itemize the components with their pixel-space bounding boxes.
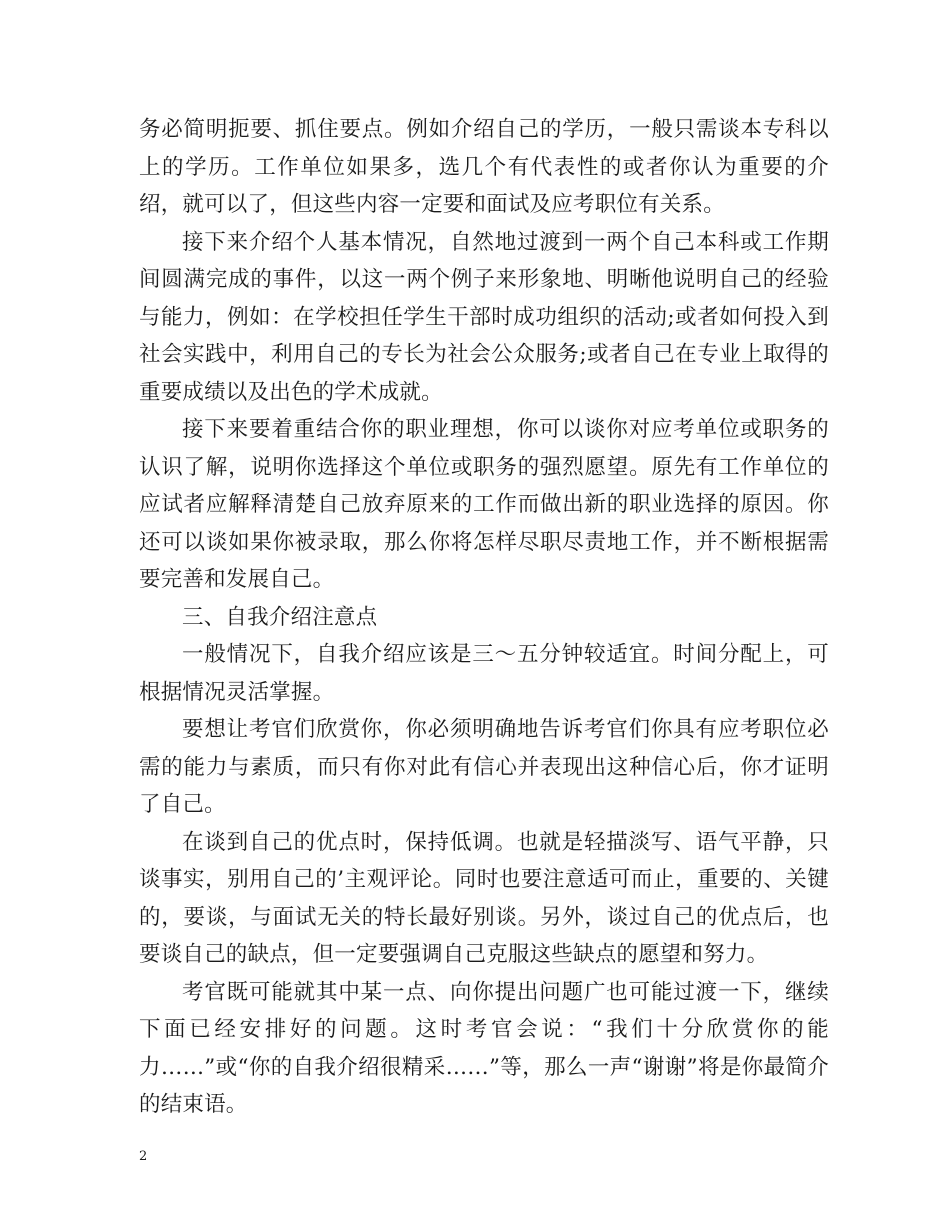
page-number: 2 <box>139 1149 148 1164</box>
section-heading: 三、自我介绍注意点 <box>182 604 378 630</box>
paragraph-career-goals: 接下来要着重结合你的职业理想，你可以谈你对应考单位或职务的认识了解，说明你选择这个单位或职务的强烈愿望。原先有工作单位的应试者应解释清楚自己放弃原来的工作而做出新的职业选择的原因。你还可以谈如果你被录取，那么你将怎样尽职尽责地工作，并不断根据需要完善和发展自己。 <box>139 417 829 592</box>
document-body <box>139 111 829 1124</box>
paragraph-personal-background: 接下来介绍个人基本情况，自然地过渡到一两个自己本科或工作期间圆满完成的事件，以这一两个例子来形象地、明晰他说明自己的经验与能力，例如：在学校担任学生干部时成功组织的活动;或者如何投入到社会实践中，利用自己的专长为社会公众服务;或者自己在专业上取得的重要成绩以及出色的学术成就。 <box>139 229 829 405</box>
paragraph-continuation: 务必简明扼要、抓住要点。例如介绍自己的学历，一般只需谈本专科以上的学历。工作单位如果多，选几个有代表性的或者你认为重要的介绍，就可以了，但这些内容一定要和面试及应考职位有关系。 <box>139 117 829 217</box>
paragraph-confidence: 要想让考官们欣赏你，你必须明确地告诉考官们你具有应考职位必需的能力与素质，而只有你对此有信心并表现出这种信心后，你才证明了自己。 <box>139 717 829 817</box>
paragraph-time-allocation: 一般情况下，自我介绍应该是三～五分钟较适宜。时间分配上，可根据情况灵活掌握。 <box>139 642 829 705</box>
paragraph-closing: 考官既可能就其中某一点、向你提出问题广也可能过渡一下，继续下面已经安排好的问题。这时考官会说：“我们十分欣赏你的能力……”或“你的自我介绍很精采……”等，那么一声“谢谢”将是你最简介的结束语。 <box>139 979 829 1117</box>
paragraph-strengths: 在谈到自己的优点时，保持低调。也就是轻描淡写、语气平静，只谈事实，别用自己的’主观评论。同时也要注意适可而止，重要的、关键的，要谈，与面试无关的特长最好别谈。另外，谈过自己的优点后，也要谈自己的缺点，但一定要强调自己克服这些缺点的愿望和努力。 <box>139 829 829 967</box>
